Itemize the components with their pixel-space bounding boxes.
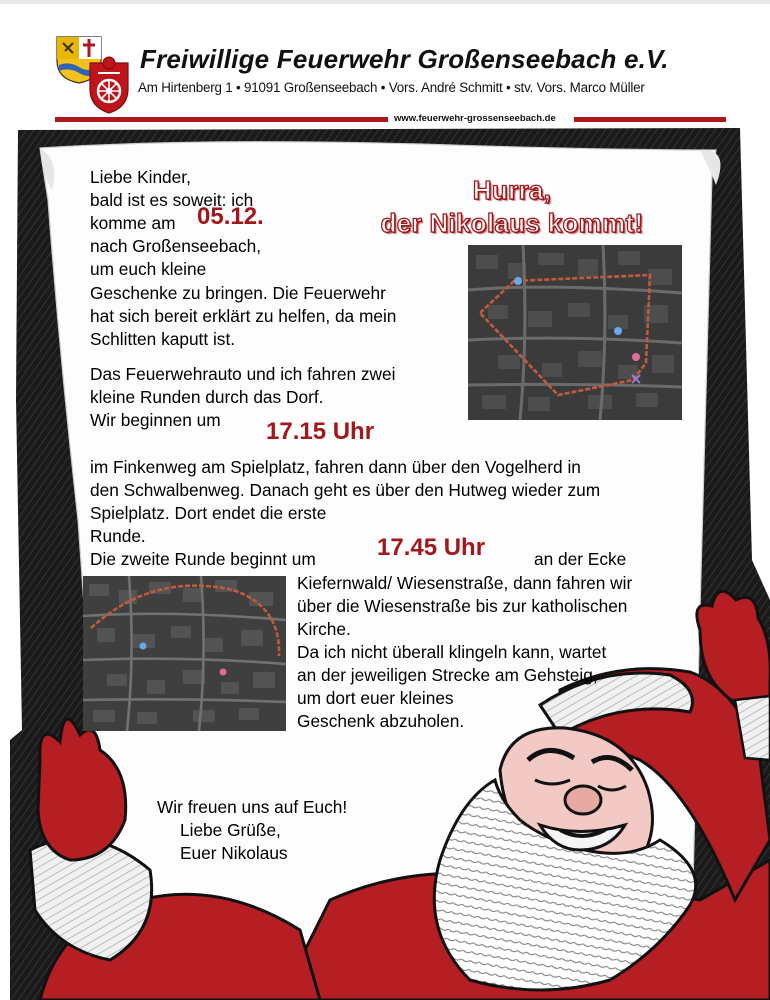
route-2-line-4: Da ich nicht überall klingeln kann, wartet — [297, 642, 607, 662]
letterhead — [0, 0, 770, 130]
route-2-line-2: über die Wiesenstraße bis zur katholischen — [297, 596, 628, 616]
intro-line-4: nach Großenseebach, — [90, 236, 261, 256]
round-1-line-1: Das Feuerwehrauto und ich fahren zwei — [90, 364, 396, 384]
map-2-streets — [83, 576, 286, 731]
route-map-1 — [468, 245, 682, 420]
round-2-corner: an der Ecke — [534, 549, 627, 569]
start-time-round-2: 17.45 Uhr — [377, 534, 486, 561]
greeting-line: Liebe Kinder, — [90, 167, 191, 187]
website-url: www.feuerwehr-grossenseebach.de — [394, 113, 556, 124]
organization-name: Freiwillige Feuerwehr Großenseebach e.V. — [140, 44, 669, 74]
visit-date: 05.12. — [197, 203, 264, 230]
organization-address: Am Hirtenberg 1 • 91091 Großenseebach • Vors. André Schmitt • stv. Vors. Marco Müller — [138, 80, 645, 95]
route-2-line-3: Kirche. — [297, 619, 351, 639]
intro-line-5: um euch kleine — [90, 259, 207, 279]
round-1-line-3: Wir beginnen um — [90, 410, 221, 430]
headline-line-1: Hurra, — [472, 175, 552, 205]
intro-line-6: Geschenke zu bringen. Die Feuerwehr — [90, 283, 386, 303]
route-2-line-6: um dort euer kleines — [297, 688, 454, 708]
headline — [356, 174, 668, 240]
intro-line-2: bald ist es soweit: ich — [90, 190, 254, 210]
map-1-streets — [468, 245, 682, 420]
closing-line-2: Liebe Grüße, — [180, 820, 281, 840]
signature: Euer Nikolaus — [180, 843, 288, 863]
route-1-line-4: Runde. — [90, 526, 146, 546]
intro-line-8: Schlitten kaputt ist. — [90, 329, 236, 349]
round-1-line-2: kleine Runden durch das Dorf. — [90, 387, 324, 407]
route-1-line-2: den Schwalbenweg. Danach geht es über den Hutweg wieder zum — [90, 480, 601, 500]
headline-line-2: der Nikolaus kommt! — [380, 208, 644, 238]
route-map-2 — [83, 576, 286, 731]
closing-line-1: Wir freuen uns auf Euch! — [157, 797, 348, 817]
route-2-line-1: Kiefernwald/ Wiesenstraße, dann fahren wir — [297, 573, 633, 593]
round-2-intro: Die zweite Runde beginnt um — [90, 549, 316, 569]
route-1-line-3: Spielplatz. Dort endet die erste — [90, 503, 327, 523]
intro-line-7: hat sich bereit erklärt zu helfen, da mein — [90, 306, 397, 326]
header-rule-right — [574, 117, 726, 122]
route-1-line-1: im Finkenweg am Spielplatz, fahren dann über den Vogelherd in — [90, 457, 581, 477]
route-2-line-7: Geschenk abzuholen. — [297, 711, 465, 731]
fire-brigade-badge-icon — [86, 55, 132, 115]
header-rule-left — [55, 117, 388, 122]
start-time-round-1: 17.15 Uhr — [266, 418, 375, 445]
route-2-line-5: an der jeweiligen Strecke am Gehsteig, — [297, 665, 598, 685]
intro-line-3: komme am — [90, 213, 176, 233]
